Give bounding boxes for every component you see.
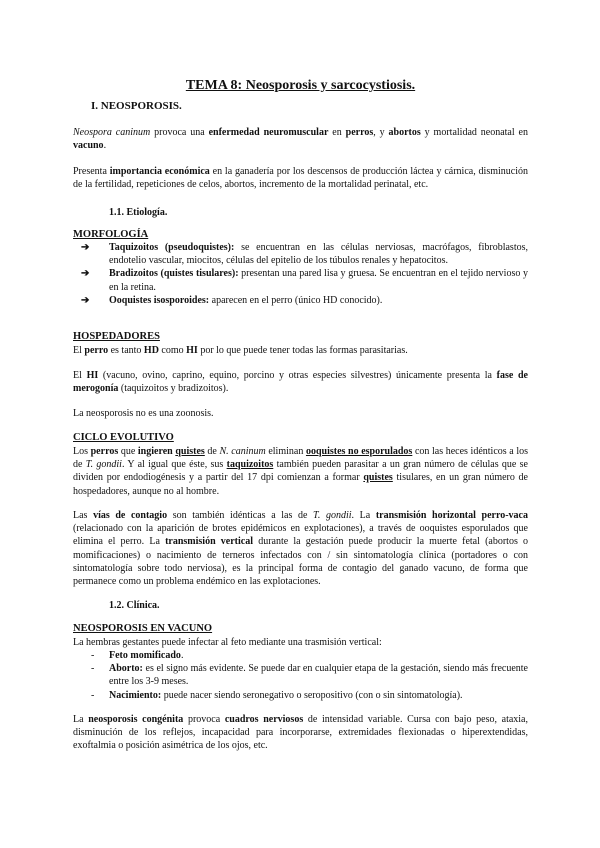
vacuno-list — [73, 649, 528, 702]
list-item: ➔ Ooquistes isosporoides: aparecen en el perro (único HD conocido). — [81, 294, 383, 306]
subsection-clinica: 1.2. Clínica. — [109, 600, 160, 611]
ciclo-paragraph-2: Las vías de contagio son también idénticas a las de T. gondii. La transmisión horizontal perro-vaca (relacionado con la aparición de brotes epidémicos en explotaciones), a través de ooquistes esporulados que elimina el perro. La transmisión vertical durante la gestación puede producir la muerte fetal (abortos o momificaciones) o nacimiento de terneros infectados con / sin sintomatología clínica (portadores o con sintomatología sobre todo nerviosa), es la principal forma de contagio del ganado vacuno, de forma que permanece como un problema endémico en las explotaciones. — [73, 510, 529, 588]
heading-ciclo-evolutivo: CICLO EVOLUTIVO — [73, 432, 174, 443]
list-item: ➔ Taquizoitos (pseudoquistes): se encuentran en las células nerviosas, macrófagos, fibroblastos, endotelio vascular, miocitos, células del epitelio de los túbulos renales y hepatocitos. — [81, 242, 528, 267]
ciclo-paragraph-1: Los perros que ingieren quistes de N. caninum eliminan ooquistes no esporulados con las heces idénticos a los de T. gondii. Y al igual que éste, sus taquizoitos también pueden parasitar a un gran número de células que se dividen por endodiogénesis y a partir del 17 dpi comienzan a formar quistes tisulares, en un gran número de hospedadores, aunque no al hombre. — [73, 446, 528, 497]
arrow-icon: ➔ — [81, 294, 90, 306]
subsection-etiologia: 1.1. Etiología. — [109, 207, 168, 218]
hospedadores-paragraph-3: La neosporosis no es una zoonosis. — [73, 408, 214, 419]
page-title: TEMA 8: Neosporosis y sarcocystiosis. — [185, 78, 416, 93]
hospedadores-paragraph-2: El HI (vacuno, ovino, caprino, equino, porcino y otras especies silvestres) únicamente presenta la fase de merogonía (taquizoitos y bradizoitos). — [73, 370, 528, 395]
list-item: ➔ Bradizoitos (quistes tisulares): presentan una pared lisa y gruesa. Se encuentran en el tejido nervioso y en la retina. — [81, 268, 528, 293]
morfologia-list — [73, 241, 528, 307]
arrow-icon: ➔ — [81, 268, 90, 280]
species-name: Neospora caninum — [73, 127, 151, 138]
arrow-icon: ➔ — [81, 242, 90, 253]
heading-morfologia: MORFOLOGÍA — [73, 229, 149, 240]
vacuno-intro: La hembras gestantes puede infectar al feto mediante una trasmisión vertical: — [73, 637, 382, 648]
intro-paragraph-1: Neospora caninum provoca una enfermedad neuromuscular en perros, y abortos y mortalidad neonatal en vacuno. — [73, 127, 528, 152]
heading-neosporosis-vacuno: NEOSPOROSIS EN VACUNO — [73, 623, 213, 634]
list-item: - Feto momificado. — [91, 650, 184, 661]
section-heading-neosporosis: I. NEOSPOROSIS. — [91, 100, 182, 112]
list-item: - Aborto: es el signo más evidente. Se puede dar en cualquier etapa de la gestación, siendo más frecuente entre los 3-9 meses. — [91, 663, 528, 688]
list-item: - Nacimiento: puede nacer siendo seronegativo o seropositivo (con o sin sintomatología). — [91, 689, 463, 701]
intro-paragraph-2: Presenta importancia económica en la ganadería por los descensos de producción láctea y cárnica, disminución de la fertilidad, repeticiones de celos, abortos, incremento de la mortalidad perinatal, etc. — [73, 166, 528, 191]
heading-hospedadores: HOSPEDADORES — [73, 331, 160, 342]
vacuno-closing-paragraph: La neosporosis congénita provoca cuadros nerviosos de intensidad variable. Cursa con bajo peso, ataxia, disminución de los reflejos, incapacidad para incorporarse, extremidades flexionadas o hiperextendidas, exoftalmia o posición asimétrica de los ojos, etc. — [73, 714, 528, 752]
hospedadores-paragraph-1: El perro es tanto HD como HI por lo que puede tener todas las formas parasitarias. — [73, 345, 408, 356]
